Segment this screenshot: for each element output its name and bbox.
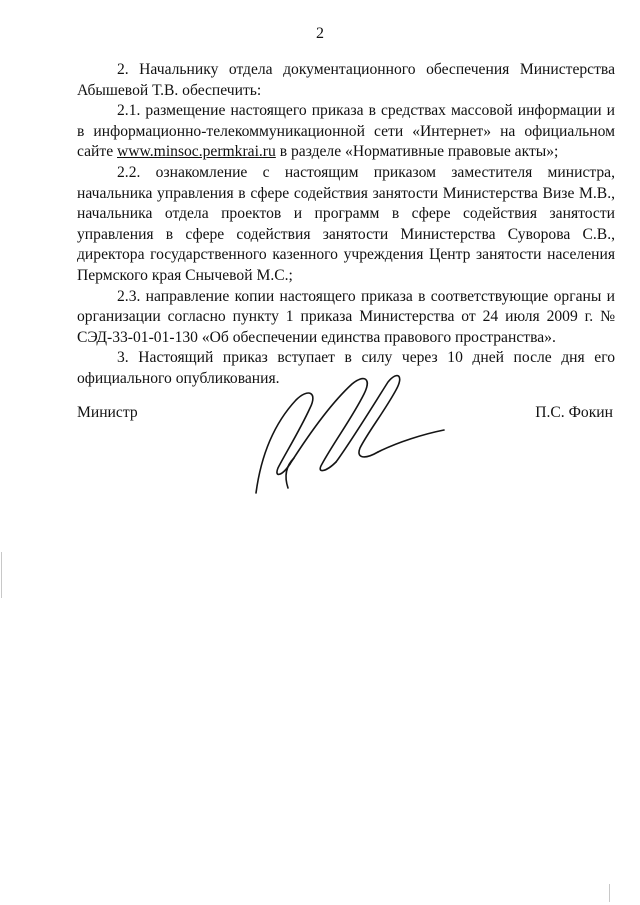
paragraph-item-3: 3. Настоящий приказ вступает в силу через 10 дней после дня его официального опубликования.: [77, 349, 615, 387]
scan-edge-mark: [1, 552, 2, 598]
paragraph-item-2-1: [77, 101, 615, 163]
paragraph-item-2-3: 2.3. направление копии настоящего приказа в соответствующие органы и организации согласно пункту 1 приказа Министерства от 24 июля 2009 г. № СЭД-33-01-01-130 «Об обеспечении единства правового пространства».: [77, 287, 615, 346]
paragraph-text: 2.1. размещение настоящего приказа в средствах массовой информации и в информационно-телекоммуникационной сети «Интернет» на официальном сайте: [77, 102, 615, 161]
signatory-name: П.С. Фокин: [535, 404, 613, 421]
page-number: 2: [316, 25, 324, 42]
paragraph-text: в разделе «Нормативные правовые акты»;: [275, 143, 559, 161]
paragraph-item-2-2: 2.2. ознакомление с настоящим приказом заместителя министра, начальника управления в сфере содействия занятости Министерства Визе М.В., начальника отдела проектов и программ в сфере содействия занятости управления в сфере содействия занятости Министерства Суворова С.В., директора государственного казенного учреждения Центр занятости населения Пермского края Снычевой М.С.;: [77, 163, 615, 284]
scan-edge-mark: [609, 884, 610, 902]
document-body: [77, 60, 615, 390]
paragraph-item-2: 2. Начальнику отдела документационного обеспечения Министерства Абышевой Т.В. обеспечить:: [77, 61, 615, 99]
handwritten-signature: [248, 368, 448, 503]
signatory-title: Министр: [77, 404, 138, 421]
website-link[interactable]: www.minsoc.permkrai.ru: [117, 143, 276, 161]
